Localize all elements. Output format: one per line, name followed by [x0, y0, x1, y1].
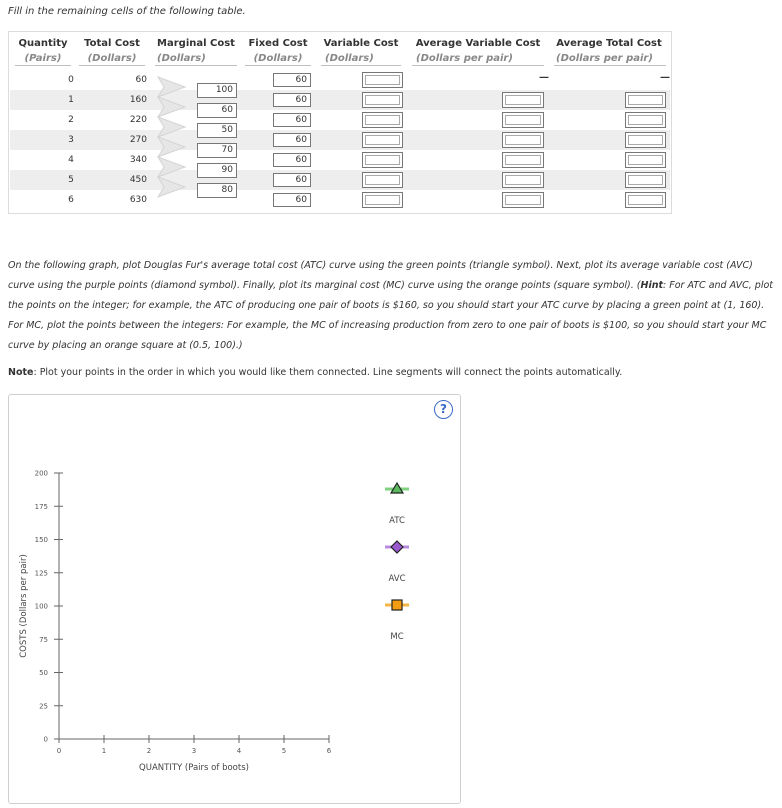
total-cost-cell: 340 — [129, 155, 147, 165]
avc-input[interactable] — [502, 192, 544, 208]
header-underline — [412, 65, 544, 66]
variable-cost-input[interactable] — [362, 92, 403, 108]
marginal-cost-value: 80 — [197, 183, 237, 198]
avc-input[interactable] — [502, 92, 544, 108]
y-tick-label: 150 — [34, 536, 48, 544]
fixed-cost-value: 60 — [273, 193, 311, 207]
header-underline — [79, 65, 145, 66]
cost-table — [8, 31, 672, 214]
table-header — [9, 32, 671, 68]
instructions-intro: Fill in the remaining cells of the following table. — [8, 6, 246, 17]
x-tick-label: 1 — [101, 747, 107, 755]
fixed-cost-value: 60 — [273, 173, 311, 187]
variable-cost-input[interactable] — [362, 72, 403, 88]
header-underline — [155, 65, 237, 66]
variable-cost-input[interactable] — [362, 192, 403, 208]
header-avc: Average Variable Cost (Dollars per pair) — [415, 38, 541, 64]
total-cost-cell: 220 — [129, 115, 147, 125]
y-tick-label: 75 — [39, 635, 48, 644]
arrow-icon — [158, 157, 185, 177]
atc-input[interactable] — [625, 112, 666, 128]
variable-cost-input[interactable] — [362, 172, 403, 188]
fixed-cost-value: 60 — [273, 133, 311, 147]
y-tick-label: 0 — [43, 735, 48, 744]
atc-input[interactable] — [625, 172, 666, 188]
arrow-icon — [158, 177, 185, 197]
legend-avc[interactable] — [385, 541, 409, 584]
variable-cost-input[interactable] — [362, 152, 403, 168]
avc-input[interactable] — [502, 132, 544, 148]
y-tick-label: 200 — [34, 469, 48, 478]
x-tick-label: 5 — [281, 747, 287, 755]
quantity-cell: 1 — [68, 95, 74, 105]
fixed-cost-value: 60 — [273, 153, 311, 167]
arrow-icon — [158, 77, 185, 97]
x-tick-label: 3 — [191, 747, 197, 755]
graph-instructions: On the following graph, plot Douglas Fur's average total cost (ATC) curve using the green points (triangle symbol). Next, plot its average variable cost (AVC) curve using the purple points (diamond symbol). Finally, plot its marginal cost (MC) curve using the orange points (square symbol). (Hint: For ATC and AVC, plot the points on the integer; for example, the ATC of producing one pair of boots is $160, so you should start your ATC curve by placing a green point at (1, 160). For MC, plot the points between the integers: For example, the MC of increasing production from zero to one pair of boots is $100, so you should start your MC curve by placing an orange square at (0.5, 100).) — [8, 260, 773, 351]
total-cost-cell: 60 — [135, 75, 147, 85]
legend-atc-label: ATC — [389, 516, 405, 526]
header-total-cost: Total Cost (Dollars) — [84, 38, 140, 64]
total-cost-cell: 270 — [129, 135, 147, 145]
marginal-cost-value: 60 — [197, 103, 237, 118]
total-cost-cell: 450 — [129, 175, 147, 185]
avc-input[interactable] — [502, 112, 544, 128]
quantity-cell: 3 — [68, 135, 74, 145]
fixed-cost-value: 60 — [273, 113, 311, 127]
atc-input[interactable] — [625, 192, 666, 208]
marginal-cost-value: 50 — [197, 123, 237, 138]
header-underline — [554, 65, 666, 66]
total-cost-cell: 630 — [129, 195, 147, 205]
variable-cost-input[interactable] — [362, 112, 403, 128]
header-underline — [321, 65, 401, 66]
header-underline — [15, 65, 71, 66]
fixed-cost-value: 60 — [273, 73, 311, 87]
y-tick-label: 175 — [34, 502, 48, 511]
atc-input[interactable] — [625, 92, 666, 108]
graph-panel — [8, 394, 461, 804]
hint-label: Hint — [640, 280, 664, 291]
atc-empty-dash: — — [660, 72, 670, 83]
avc-empty-dash: — — [539, 72, 549, 83]
header-atc: Average Total Cost (Dollars per pair) — [556, 38, 662, 64]
x-tick-label: 4 — [236, 747, 242, 755]
diamond-icon — [391, 541, 403, 553]
avc-input[interactable] — [502, 172, 544, 188]
quantity-cell: 2 — [68, 115, 74, 125]
legend-mc[interactable] — [385, 600, 409, 642]
header-underline — [245, 65, 311, 66]
marginal-cost-arrows — [157, 76, 187, 206]
note-label: Note — [8, 367, 34, 378]
atc-input[interactable] — [625, 152, 666, 168]
avc-input[interactable] — [502, 152, 544, 168]
atc-input[interactable] — [625, 132, 666, 148]
x-tick-label: 2 — [146, 747, 152, 755]
y-tick-label: 125 — [34, 569, 48, 578]
legend-avc-label: AVC — [388, 574, 406, 584]
x-tick-label: 6 — [326, 747, 332, 755]
plot-canvas[interactable] — [59, 473, 329, 739]
marginal-cost-value: 100 — [197, 83, 237, 98]
graph-area — [9, 395, 460, 803]
fixed-cost-value: 60 — [273, 93, 311, 107]
arrow-icon — [158, 117, 185, 137]
y-tick-label: 50 — [39, 669, 48, 677]
marginal-cost-value: 70 — [197, 143, 237, 158]
quantity-cell: 5 — [68, 175, 74, 185]
legend-mc-label: MC — [390, 632, 404, 642]
total-cost-cell: 160 — [129, 95, 147, 105]
quantity-cell: 4 — [68, 155, 74, 165]
y-axis-label: COSTS (Dollars per pair) — [19, 554, 29, 658]
square-icon — [392, 600, 402, 610]
note-text: Note: Plot your points in the order in which you would like them connected. Line segments will connect the points automatically. — [8, 367, 623, 378]
header-variable-cost: Variable Cost (Dollars) — [323, 38, 399, 64]
header-fixed-cost: Fixed Cost (Dollars) — [248, 38, 308, 64]
arrow-icon — [158, 137, 185, 157]
header-quantity: Quantity (Pairs) — [18, 38, 68, 64]
arrow-icon — [158, 97, 185, 117]
y-tick-label: 25 — [39, 702, 48, 711]
marginal-cost-value: 90 — [197, 163, 237, 178]
x-axis-label: QUANTITY (Pairs of boots) — [139, 763, 249, 773]
legend-atc[interactable] — [385, 483, 409, 526]
x-tick-label: 0 — [56, 747, 62, 755]
header-marginal-cost: Marginal Cost (Dollars) — [157, 38, 235, 64]
quantity-cell: 0 — [68, 75, 74, 85]
quantity-cell: 6 — [68, 195, 74, 205]
y-tick-label: 100 — [34, 602, 48, 611]
help-icon[interactable]: ? — [434, 400, 453, 419]
variable-cost-input[interactable] — [362, 132, 403, 148]
